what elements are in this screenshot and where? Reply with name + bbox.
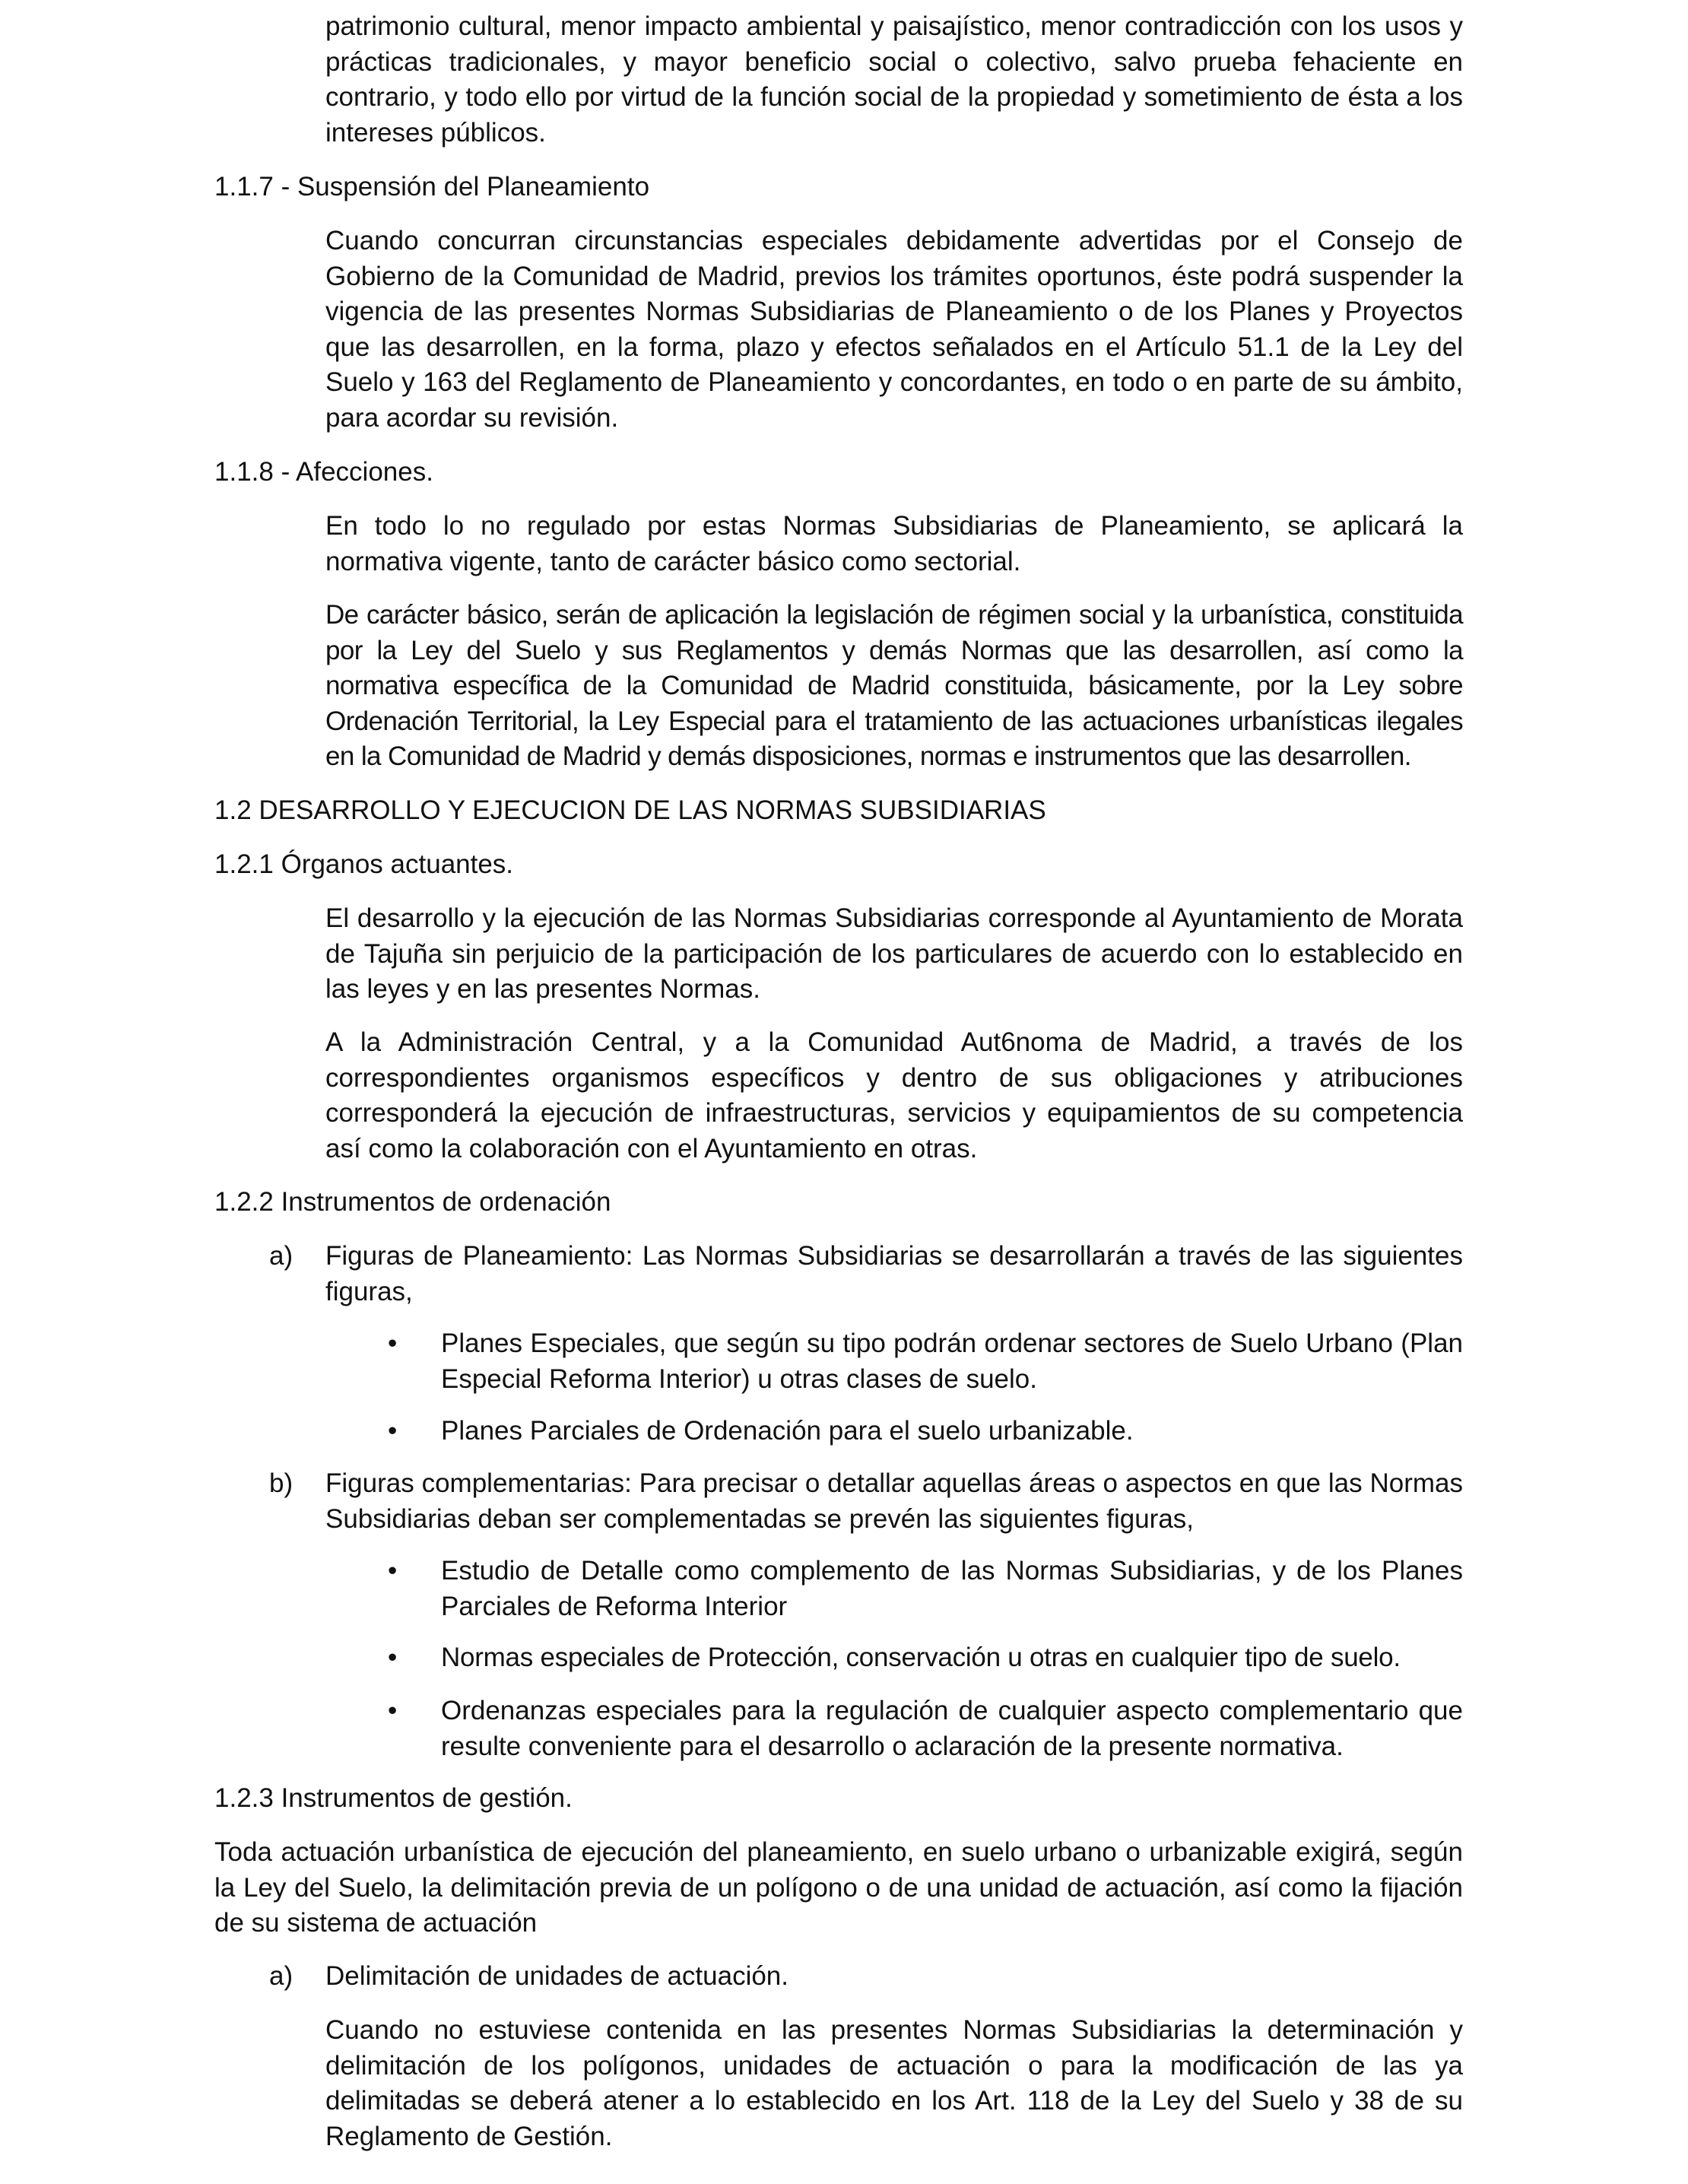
list-item-delimitacion: Delimitación de unidades de actuación. xyxy=(325,1961,788,1991)
list-label-a-gestion: a) xyxy=(269,1961,293,1991)
paragraph-gestion: Toda actuación urbanística de ejecución del planeamiento, en suelo urbano o urbanizable exigirá, según la Ley del Suelo, la delimitación previa de un polígono o de una unidad de actuación, así como la fijación de su sistema de actuación xyxy=(214,1837,1463,1938)
bullet-icon: • xyxy=(388,1416,398,1446)
list-item-figuras-complementarias: Figuras complementarias: Para precisar o detallar aquellas áreas o aspectos en que las Normas Subsidiarias deban ser complementadas se prevén las siguientes figuras, xyxy=(325,1468,1463,1534)
heading-1-1-8: 1.1.8 - Afecciones. xyxy=(214,457,433,487)
heading-1-2: 1.2 DESARROLLO Y EJECUCION DE LAS NORMAS SUBSIDIARIAS xyxy=(214,795,1046,825)
bullet-icon: • xyxy=(388,1643,398,1672)
paragraph-afecciones-1: En todo lo no regulado por estas Normas Subsidiarias de Planeamiento, se aplicará la normativa vigente, tanto de carácter básico como sectorial. xyxy=(325,511,1463,576)
paragraph-suspension: Cuando concurran circunstancias especiales debidamente advertidas por el Consejo de Gobierno de la Comunidad de Madrid, previos los trámites oportunos, éste podrá suspender la vigencia de las presentes Normas Subsidiarias de Planeamiento o de los Planes y Proyectos que las desarrollen, en la forma, plazo y efectos señalados en el Artículo 51.1 de la Ley del Suelo y 163 del Reglamento de Planeamiento y concordantes, en todo o en parte de su ámbito, para acordar su revisión. xyxy=(325,226,1463,433)
heading-1-2-2: 1.2.2 Instrumentos de ordenación xyxy=(214,1187,611,1217)
bullet-ordenanzas-especiales: Ordenanzas especiales para la regulación de cualquier aspecto complementario que resulte conveniente para el desarrollo o aclaración de la presente normativa. xyxy=(441,1696,1463,1761)
paragraph-organos-2: A la Administración Central, y a la Comunidad Aut6noma de Madrid, a través de los correspondientes organismos específicos y dentro de sus obligaciones y atribuciones corresponderá la ejecución de infraestructuras, servicios y equipamientos de su competencia así como la colaboración con el Ayuntamiento en otras. xyxy=(325,1027,1463,1163)
list-label-a: a) xyxy=(269,1241,293,1271)
heading-1-2-1: 1.2.1 Órganos actuantes. xyxy=(214,849,514,879)
bullet-estudio-detalle: Estudio de Detalle como complemento de las Normas Subsidiarias, y de los Planes Parciales de Reforma Interior xyxy=(441,1556,1463,1621)
heading-1-1-7: 1.1.7 - Suspensión del Planeamiento xyxy=(214,172,650,202)
list-item-figuras-planeamiento: Figuras de Planeamiento: Las Normas Subsidiarias se desarrollarán a través de las siguientes figuras, xyxy=(325,1241,1463,1306)
list-label-b: b) xyxy=(269,1468,293,1498)
paragraph-afecciones-2: De carácter básico, serán de aplicación la legislación de régimen social y la urbanística, constituida por la Ley del Suelo y sus Reglamentos y demás Normas que las desarrollen, así como la normativa específica de la Comunidad de Madrid constituida, básicamente, por la Ley sobre Ordenación Territorial, la Ley Especial para el tratamiento de las actuaciones urbanísticas ilegales en la Comunidad de Madrid y demás disposiciones, normas e instrumentos que las desarrollen. xyxy=(325,600,1463,771)
paragraph-continuation: patrimonio cultural, menor impacto ambiental y paisajístico, menor contradicción con los usos y prácticas tradicionales, y mayor beneficio social o colectivo, salvo prueba fehaciente en contrario, y todo ello por virtud de la función social de la propiedad y sometimiento de ésta a los intereses públicos. xyxy=(325,11,1463,148)
bullet-icon: • xyxy=(388,1696,398,1725)
paragraph-organos-1: El desarrollo y la ejecución de las Normas Subsidiarias corresponde al Ayuntamiento de Morata de Tajuña sin perjuicio de la participación de los particulares de acuerdo con lo establecido en las leyes y en las presentes Normas. xyxy=(325,903,1463,1004)
bullet-planes-parciales: Planes Parciales de Ordenación para el suelo urbanizable. xyxy=(441,1416,1134,1446)
bullet-icon: • xyxy=(388,1328,398,1358)
bullet-normas-especiales: Normas especiales de Protección, conservación u otras en cualquier tipo de suelo. xyxy=(441,1643,1401,1672)
bullet-planes-especiales: Planes Especiales, que según su tipo podrán ordenar sectores de Suelo Urbano (Plan Especial Reforma Interior) u otras clases de suelo. xyxy=(441,1328,1463,1394)
bullet-icon: • xyxy=(388,1556,398,1586)
heading-1-2-3: 1.2.3 Instrumentos de gestión. xyxy=(214,1783,573,1813)
paragraph-delimitacion: Cuando no estuviese contenida en las presentes Normas Subsidiarias la determinación y delimitación de los polígonos, unidades de actuación o para la modificación de las ya delimitadas se deberá atener a lo establecido en los Art. 118 de la Ley del Suelo y 38 de su Reglamento de Gestión. xyxy=(325,2015,1463,2151)
